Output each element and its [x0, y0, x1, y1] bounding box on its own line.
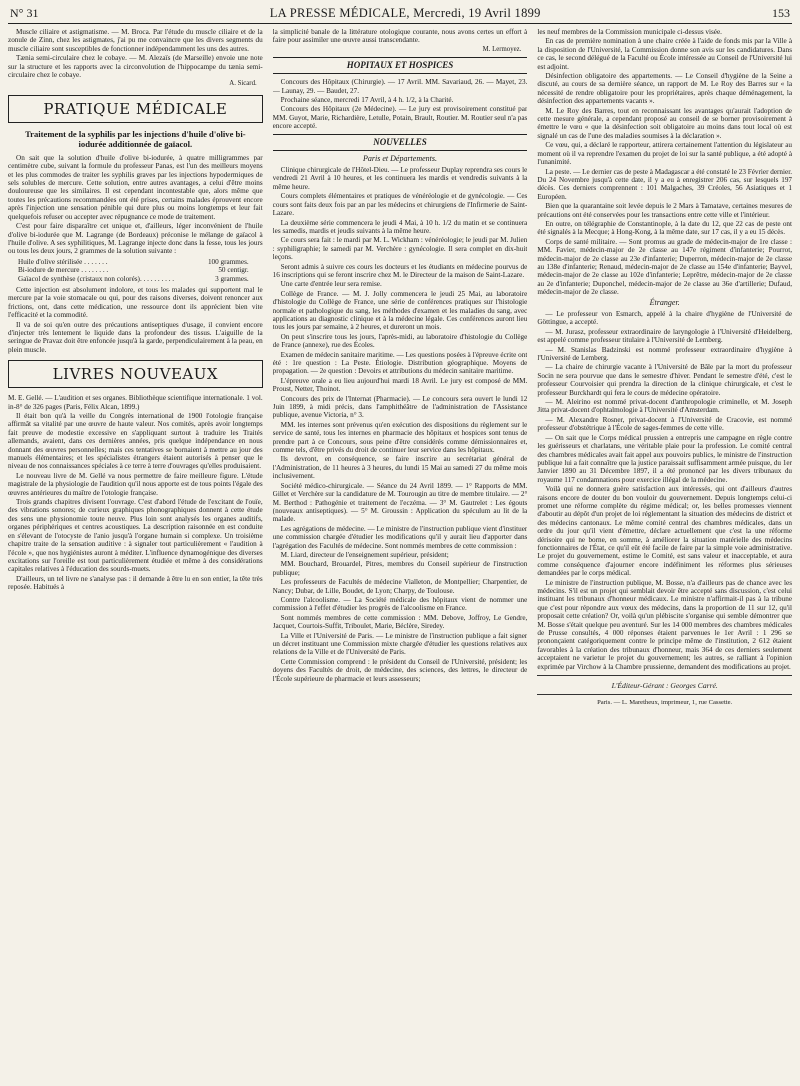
paragraph: Voilà qui ne donnera guère satisfaction aux intéressés, qui ont d'ailleurs d'autres raisons encore de douter du bon vouloir du gouvernement. Depuis longtemps celui-ci promet une réforme complète du régime médical; or, les belles promesses viennent d'aboutir au dépôt d'un projet de loi réglementant la situation des médecins de district et des médecins cantonaux. Le même comité central des chambres médicales, dans un ordre du jour qu'il vient d'émettre, déclare actuellement que c'est la une réforme dérisoire qui ne borne, en somme, à améliorer la situation matérielle des médecins fonctionnaires de l'État, ce qu'il eût été facile de faire par la simple voie administrative. Le projet du gouvernement, estime le Comité, est sans valeur et inacceptable, et aura comme conséquence d'ajourner encore indéfiniment les réformes plus sérieuses demandées par le corps médical. — [537, 485, 792, 578]
formula-row: Huile d'olive stérilisée . . . . . . . 100 grammes. — [18, 257, 249, 266]
section-heading-pratique: PRATIQUE MÉDICALE — [8, 95, 263, 123]
subsection-heading: Étranger. — [649, 297, 680, 307]
paragraph: Cette Commission comprend : le président du Conseil de l'Université, président; les doyens des Facultés de droit, de médecine, des sciences, des lettres, le directeur de l'École supérieure de pharmacie et leurs assesseurs; — [272, 657, 528, 683]
columns — [8, 28, 792, 1073]
paragraph: Une carte d'entrée leur sera remise. — [280, 280, 382, 289]
page-folio: 153 — [772, 6, 790, 20]
paragraph: Tænia semi-circulaire chez le cobaye. — M. Alezaïs (de Marseille) envoie une note sur la structure et les rapports avec la circonvolution de l'hippocampe du tænia semi-circulaire chez le cobaye. — [8, 54, 263, 80]
paragraph: Muscle ciliaire et astigmatisme. — M. Broca. Par l'étude du muscle ciliaire et de la zonule de Zinn, chez les astigmates, j'ai pu me convaincre que les divers segments du muscle ciliaire sont susceptibles de fonctionner indépendamment les uns des autres. — [8, 28, 263, 53]
paragraph: — La chaire de chirurgie vacante à l'Université de Bâle par la mort du professeur Socin ne sera pourvue que dans le semestre d'hiver. Pendant le semestre d'été, c'est le professeur Courvoisier qui prendra la direction de la clinique chirurgicale, et c'est le professeur Burckhardt qui fera le cours de médecine opératoire. — [537, 363, 792, 397]
paragraph: Il était bon qu'à la veille du Congrès international de 1900 l'otologie française affirmât sa vitalité par une œuvre de haute valeur. Nos comités, après avoir longtemps fait preuve de modestie excessive en s'appliquant surtout à traduire les Traités allemands, avaient, dans ces dernières années, pris quelque indépendance en nous donnant des œuvres personnelles; mais ces tentatives se bornaient à mettre au jour des manuels élémentaires; et les spécialistes étrangers étaient autorisés à penser que le niveau de nos connaissances spéciales à ce terre à terre d'ouvrages qu'elles produisaient. — [8, 412, 263, 471]
paragraph: Les agrégations de médecine. — Le ministre de l'instruction publique vient d'instituer une commission chargée d'étudier les modifications qu'il y aurait lieu d'apporter dans l'agrégation des Facultés de médecine. Sont nommés membres de cette commission : — [272, 524, 528, 550]
newspaper-page — [8, 4, 792, 1074]
paragraph: Ils devront, en conséquence, se faire inscrire au secrétariat général de l'Administration, de 11 heures à 3 heures, du lundi 15 Mai au samedi 27 du même mois inclusivement. — [272, 455, 528, 481]
divider — [537, 675, 792, 676]
paragraph: Seront admis à suivre ces cours les docteurs et les étudiants en médecine pourvus de 16 inscriptions qui se feront inscrire chez M. le Directeur de la maison de Saint-Lazare. — [272, 262, 528, 279]
paragraph: Concours des Hôpitaux (Chirurgie). — 17 Avril. MM. Savariaud, 26. — Mayet, 23. — Launay, 29. — Baudet, 27. — [272, 78, 528, 95]
formula-row: Bi-iodure de mercure . . . . . . . . 50 centigr. — [18, 266, 249, 275]
section-heading-nouvelles: NOUVELLES — [273, 134, 528, 151]
formula-row: Gaïacol de synthèse (cristaux non colorés). . . . . . . . . . 3 grammes. — [18, 274, 249, 283]
paragraph: On sait que la solution d'huile d'olive bi-iodurée, à quatre milligrammes par centimètre cube, suivant la formule du professeur Panas, est l'un des meilleurs moyens et les plus commodes de traiter les syphilis graves par les injections hypodermiques de sels solubles de mercure. Cette solution, entre autres avantages, a celui d'être moins douloureuse que les similaires. Il est cependant incontestable que, alors même que toutes les précautions recommandées ont été prises, certains malades éprouvent encore après l'injection une sensation pénible qui dure plus ou moins longtemps et leur fait quelquefois refuser ou accepter avec répugnance ce mode de traitement. — [8, 153, 263, 221]
paragraph: Corps de santé militaire. — Sont promus au grade de médecin-major de 1re classe : MM. Favier, médecin-major de 2e classe au 147e régiment d'infanterie; Pourrot, médecin-major de 2e classe au 23e d'infanterie; Duperron, médecin-major de 2e classe au 138e d'infanterie; Renaud, médecin-major de 2e classe au 154e d'infanterie; Bayvel, médecin-major de 2e classe au 102e d'infanterie; Leprêtre, médecin-major de 2e classe au 2e d'infanterie; Duponchel, médecin-major de 2e classe au 36e d'artillerie; Dufaud, médecin-major de 2e classe. — [537, 237, 792, 297]
editor-manager: L'Éditeur-Gérant : Georges Carré. — [611, 681, 718, 691]
paragraph: Bien que la quarantaine soit levée depuis le 2 Mars à Tamatave, certaines mesures de précautions ont été conservées pour les transactions entre cette ville et l'intérieur. — [537, 202, 792, 219]
paragraph: Ce cours sera fait : le mardi par M. L. Wickham : vénéréologie; le jeudi par M. Julien : syphiligraphie; le samedi par M. Verchère : gynécologie. Il sera complet en dix-huit leçons. — [272, 236, 528, 262]
column-2 — [273, 28, 528, 1073]
paragraph: En cas de première nomination à une chaire créée à l'aide de fonds mis par la Ville à la disposition de l'Université, la Commission donne son avis sur les candidatures. Dans ce cas, le second délégué de la Faculté ou École intéressée au Conseil de l'Université lui est adjoint. — [537, 37, 792, 71]
paragraph: Le ministre de l'instruction publique, M. Bosse, n'a d'ailleurs pas de chance avec les médecins. S'il est un projet qui semblait devoir être accepté sans discussion, c'est celui instituant les tribunaux d'honneur médicaux. Le ministre n'affirmait-il pas à la tribune que c'est pour répondre aux vœux des médecins, dans la proportion de 11 sur 12, qu'il proposait cette création? Or, voilà qu'un plébiscite s'organise qui semble démontrer que M. Bosse s'était quelque peu aventuré. Sur les 14 000 membres des chambres médicales de Prusse consultés, 4 000 réponses étaient parvenues le 1er Avril : 1 296 se prononçaient catégoriquement contre le principe même de l'institution, 2 612 étaient favorables à la création des tribunaux d'honneur, mais 364 de ces derniers seulement acceptaient ne varietur le projet du gouvernement; les autres, se ralliant à l'opinion exprimée par Virchow à la Chambre prussienne, demandent des modifications au projet. — [537, 578, 792, 671]
paragraph: — M. Stanislas Badzinski est nommé professeur extraordinaire d'hygiène à l'Université de Lemberg. — [537, 345, 792, 363]
paragraph: Les professeurs de Facultés de médecine Vialleton, de Montpellier; Charpentier, de Nancy; Dubar, de Lille, Boudet, de Lyon; Charpy, de Toulouse. — [272, 578, 528, 595]
paragraph: Collège de France. — M. J. Jolly commencera le jeudi 25 Mai, au laboratoire d'histologie du Collège de France, une série de conférences pratiques sur l'histologie normale et pathologique du sang, les méthodes d'examen et les maladies du sang, avec applications au diagnostic clinique et à la médecine légale. Ces conférences auront lieu tous les jours par semaine, à 2 heures, et dureront un mois. — [272, 289, 528, 332]
paragraph: — M. Aleirino est nommé privat-docent d'anthropologie criminelle, et M. Joseph Jitta privat-docent d'ophtalmologie à l'Université d'Amsterdam. — [537, 398, 792, 415]
masthead — [8, 4, 792, 24]
printer-line: Paris. — L. Maretheux, imprimeur, 1, rue Cassette. — [597, 699, 733, 707]
paragraph: — M. Jurasz, professeur extraordinaire de laryngologie à l'Université d'Heidelberg, est appelé comme professeur titulaire à l'Université de Lemberg. — [537, 327, 792, 345]
signature: A. Sicard. — [229, 80, 257, 88]
paragraph: L'épreuve orale a eu lieu aujourd'hui mardi 18 Avril. Le jury est composé de MM. Proust, Netter, Thoinot. — [272, 376, 528, 394]
paragraph: Concours des Hôpitaux (2e Médecine). — Le jury est provisoirement constitué par MM. Guyot, Marie, Richardière, Letulle, Potain, Brault, Routier. M. Routier seul n'a pas encore accepté. — [272, 105, 528, 131]
paragraph: La peste. — Le dernier cas de peste à Madagascar a été constaté le 23 Février dernier. Du 24 Novembre jusqu'à cette date, il y a eu à enregistrer 206 cas, sur lesquels 197 décès. Ces derniers comprennent : 101 Malgaches, 39 Créoles, 56 Asiatiques et 1 Européen. — [537, 167, 792, 201]
formula-list — [18, 258, 263, 283]
section-heading-livres: LIVRES NOUVEAUX — [8, 360, 263, 388]
paragraph: MM. les internes sont prévenus qu'en exécution des dispositions du règlement sur le service de santé, tous les internes en pharmacie des hôpitaux et hospices sont tenus de prendre part à ce Concours, sous peine d'être considérés comme démissionnaires et, comme tels, d'être privés du droit de continuer leur service dans les hôpitaux. — [272, 420, 528, 455]
paragraph: — M. Alexandre Rosner, privat-docent à l'Université de Cracovie, est nommé professeur d'obstétrique à l'École de sages-femmes de cette ville. — [537, 415, 792, 433]
paragraph: Examen de médecin sanitaire maritime. — Les questions posées à l'épreuve écrite ont été : 1re question : La Peste. Étiologie. Distribution géographique. Moyens de propagation. — 2e question : Devoirs et attributions du médecin sanitaire maritime. — [272, 350, 528, 376]
paragraph: MM. Bouchard, Brouardel, Pitres, membres du Conseil supérieur de l'instruction publique; — [272, 560, 528, 577]
paragraph: Cours complets élémentaires et pratiques de vénéréologie et de gynécologie. — Ces cours sont faits deux fois par an par les médecins et chirurgiens de l'Infirmerie de Saint-Lazare. — [272, 192, 528, 218]
paragraph: Cette injection est absolument indolore, et tous les malades qui supportent mal le mercure par la voie stomacale ou qui, pour des raisons diverses, doivent renoncer aux frictions, ont, dans cette médication, une ressource dont ils apprécient bien vite l'efficacité et la commodité. — [8, 285, 263, 320]
subsection-heading: Paris et Départements. — [363, 153, 437, 163]
paragraph: Trois grands chapitres divisent l'ouvrage. C'est d'abord l'étude de l'excitant de l'ouïe, des vibrations sonores; de curieux graphiques phonographiques donnent à cette étude des sens une physionomie toute neuve. Plus loin sont analysés les organes auditifs, organes périphériques et centres acoustiques. La description raisonnée en est conduite en s'élevant de l'otocyste de l'anio jusqu'à l'organe humain si complexe. Un troisième chapitre traite de la sensation auditive : à signaler tout particulièrement « l'audition à l'école », que nos hygiénistes auront à méditer. L'influence dynamogénique des diverses excitations sur l'oreille est tout particulièrement étudiée et même à des considérations capitales relatives à l'éducation des sourds-muets. — [8, 498, 263, 574]
paragraph: D'ailleurs, un tel livre ne s'analyse pas : il demande à être lu en son entier, la tête très reposée. Habitués à — [8, 574, 263, 592]
paragraph: M. Le Roy des Barres, tout en reconnaissant les avantages qu'aurait l'adoption de cette mesure générale, a cependant proposé au conseil de se borner provisoirement à émettre le vœu « que la désinfection soit obligatoire au moins dans tout local où est signalé un cas de l'une des maladies soumises à la déclaration ». — [537, 106, 792, 140]
paragraph: M. E. Gellé. — L'audition et ses organes. Bibliothèque scientifique internationale. 1 vol. in-8° de 326 pages (Paris, Félix Alcan, 1899.) — [8, 394, 263, 411]
paragraph: Désinfection obligatoire des appartements. — Le Conseil d'hygiène de la Seine a discuté, au cours de sa dernière séance, un rapport de M. Le Roy des Barres sur « la nécessité de rendre obligatoire pour les propriétaires, après chaque déménagement, la désinfection des appartements vacants ». — [537, 72, 792, 106]
paragraph: C'est pour faire disparaître cet unique et, d'ailleurs, léger inconvénient de l'huile d'olive bi-iodurée que M. Lagrange (de Bordeaux) préconise le mélange de gaïacol à l'huile d'olive. A ses syphilitiques, M. Lagrange injecte donc dans la fesse, tous les jours ou tous les deux jours, 2 grammes de la solution suivante : — [8, 222, 263, 256]
paragraph: les neuf membres de la Commission municipale ci-dessus visée. — [537, 28, 722, 36]
paragraph: Ce vœu, qui, a déclaré le rapporteur, attirera certainement l'attention du législateur au moment où il va reprendre l'examen du projet de loi sur la santé publique, a été adopté à l'unanimité. — [537, 141, 792, 167]
paragraph: M. Liard, directeur de l'enseignement supérieur, président; — [280, 550, 449, 559]
paragraph: On peut s'inscrire tous les jours, l'après-midi, au laboratoire d'histologie du Collège de France (annexe), rue des Écoles. — [272, 332, 528, 350]
paragraph: — On sait que le Corps médical prussien a entrepris une campagne en règle contre les guérisseurs et charlatans, une véritable plaie pour la profession. Le comité central des chambres médicales avait fait appel aux pouvoirs publics, le ministre de l'instruction publique lui a fait connaître que la justice paraissait suffisamment armée puisque, du 1er Janvier 1890 au 31 Décembre 1897, il a été prononcé par les divers tribunaux du royaume 117 condamnations pour exercice illégal de la médecine. — [537, 433, 792, 484]
paragraph: La deuxième série commencera le jeudi 4 Mai, à 10 h. 1/2 du matin et se continuera les samedis, mardis et jeudis suivants à la même heure. — [272, 218, 528, 235]
article-title: Traitement de la syphilis par les injections d'huile d'olive bi-iodurée additionnée de gaïacol. — [25, 128, 246, 149]
paragraph: Contre l'alcoolisme. — La Société médicale des hôpitaux vient de nommer une commission à l'effet d'étudier les progrès de l'alcoolisme en France. — [272, 595, 528, 613]
paragraph: Le nouveau livre de M. Gellé va nous permettre de faire meilleure figure. L'étude magistrale de la physiologie de l'audition qu'il nous apporte est de tous points l'égale des œuvres antérieures du maître de l'otologie française. — [8, 471, 263, 497]
section-heading-hopitaux: HOPITAUX ET HOSPICES — [273, 57, 528, 74]
paragraph: Concours des prix de l'Internat (Pharmacie). — Le concours sera ouvert le lundi 12 Juin 1899, à midi précis, dans l'amphithéâtre de l'administration de l'Assistance publique, avenue Victoria, n° 3. — [272, 394, 528, 420]
divider — [537, 694, 792, 695]
paragraph: Société médico-chirurgicale. — Séance du 24 Avril 1899. — 1° Rapports de MM. Gillet et Verchère sur la candidature de M. Tourougin au titre de membre titulaire. — 2° M. Berthod : Pathogénie et traitement de l'eczéma. — 3° M. Gautrelet : Les égouts (nouveaux antiseptiques). — 5° M. Groussin : Application du spéculum au lit de la malade. — [272, 481, 528, 524]
paragraph: — Le professeur von Esmarch, appelé à la chaire d'hygiène de l'Université de Göttingue, a accepté. — [537, 310, 792, 327]
paragraph: Prochaine séance, mercredi 17 Avril, à 4 h. 1/2, à la Charité. — [280, 96, 454, 105]
column-3 — [537, 28, 792, 1073]
journal-title: LA PRESSE MÉDICALE, Mercredi, 19 Avril 1899 — [269, 6, 541, 20]
paragraph: Clinique chirurgicale de l'Hôtel-Dieu. — Le professeur Duplay reprendra ses cours le vendredi 21 Avril à 10 heures, et les continuera les mardis et vendredis suivants à la même heure. — [272, 166, 528, 191]
issue-number: N° 31 — [10, 6, 39, 20]
paragraph: La Ville et l'Université de Paris. — Le ministre de l'instruction publique a fait signer un décret instituant une Commission mixte chargée d'étudier les questions relatives aux relations de la Ville et de l'Université de Paris. — [272, 631, 528, 657]
paragraph: En outre, on télégraphie de Constantinople, à la date du 12, que 22 cas de peste ont été signalés à la Mecque; à Hong-Kong, à la même date, sur 17 cas, il y a eu 15 décès. — [537, 219, 792, 237]
paragraph: Il va de soi qu'en outre des précautions antiseptiques d'usage, il convient encore d'injecter très lentement le liquide dans la profondeur des tissus. L'aiguille de la seringue de Pravaz doit être enfoncée jusqu'à la garde, perpendiculairement à la peau, en plein muscle. — [8, 320, 263, 354]
paragraph: la simplicité banale de la littérature otologique courante, nous avons certes un effort à faire pour assimiler une œuvre aussi transcendante. — [272, 28, 528, 45]
paragraph: Sont nommés membres de cette commission : MM. Debove, Joffroy, Le Gendre, Jacquet, Courtois-Suffit, Triboulet, Marie, Béclère, Siredey. — [272, 613, 528, 631]
signature: M. Lermoyez. — [482, 45, 522, 53]
column-1 — [8, 28, 263, 1073]
